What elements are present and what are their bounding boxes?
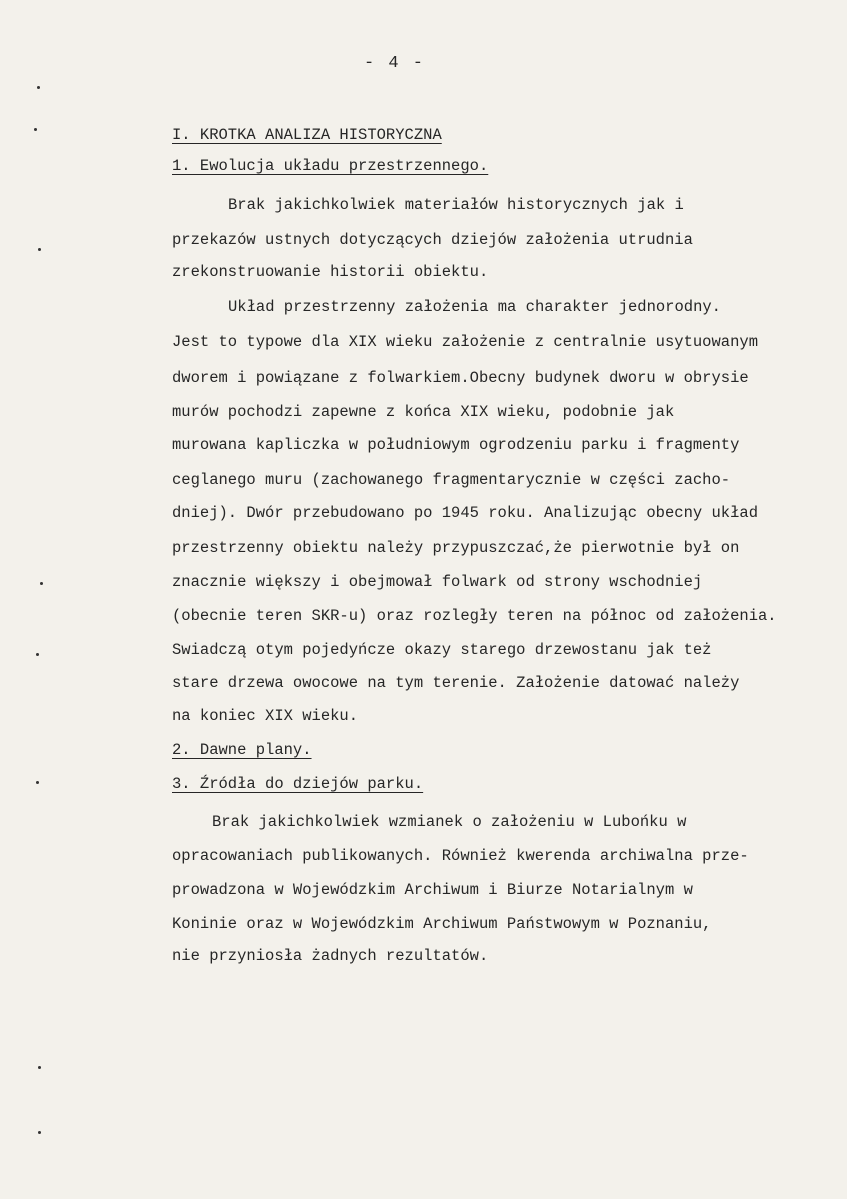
paragraph-1-line: Brak jakichkolwiek materiałów historycznych jak i — [228, 196, 684, 214]
paragraph-2-line: stare drzewa owocowe na tym terenie. Założenie datować należy — [172, 674, 740, 692]
paragraph-2-line: dworem i powiązane z folwarkiem.Obecny budynek dworu w obrysie — [172, 369, 749, 387]
paragraph-3-line: nie przyniosła żadnych rezultatów. — [172, 947, 489, 965]
scan-speck — [34, 128, 37, 131]
subsection-heading-1: 1. Ewolucja układu przestrzennego. — [172, 157, 489, 175]
paragraph-2-line: dniej). Dwór przebudowano po 1945 roku. Analizując obecny układ — [172, 504, 758, 522]
paragraph-3-line: prowadzona w Wojewódzkim Archiwum i Biurze Notarialnym w — [172, 881, 693, 899]
scan-speck — [38, 1131, 41, 1134]
paragraph-3-line: Brak jakichkolwiek wzmianek o założeniu w Lubońku w — [212, 813, 687, 831]
paragraph-2-line: (obecnie teren SKR-u) oraz rozległy teren na północ od założenia. — [172, 607, 777, 625]
scan-speck — [36, 781, 39, 784]
subsection-heading-3: 3. Źródła do dziejów parku. — [172, 775, 424, 793]
paragraph-2-line: ceglanego muru (zachowanego fragmentarycznie w części zacho- — [172, 471, 731, 489]
scan-speck — [37, 86, 40, 89]
scan-speck — [38, 248, 41, 251]
section-heading: I. KROTKA ANALIZA HISTORYCZNA — [172, 126, 442, 144]
paragraph-2-line: znacznie większy i obejmował folwark od strony wschodniej — [172, 573, 703, 591]
paragraph-2-line: na koniec XIX wieku. — [172, 707, 359, 725]
paragraph-3-line: opracowaniach publikowanych. Również kwerenda archiwalna prze- — [172, 847, 749, 865]
paragraph-2-line: murów pochodzi zapewne z końca XIX wieku, podobnie jak — [172, 403, 675, 421]
paragraph-2-line: Swiadczą otym pojedyńcze okazy starego drzewostanu jak też — [172, 641, 712, 659]
paragraph-2-line: przestrzenny obiektu należy przypuszczać,że pierwotnie był on — [172, 539, 740, 557]
subsection-heading-2: 2. Dawne plany. — [172, 741, 312, 759]
paragraph-2-line: Układ przestrzenny założenia ma charakter jednorodny. — [228, 298, 721, 316]
paragraph-1-line: przekazów ustnych dotyczących dziejów założenia utrudnia — [172, 231, 693, 249]
paragraph-1-line: zrekonstruowanie historii obiektu. — [172, 263, 489, 281]
scan-speck — [36, 653, 39, 656]
scan-speck — [40, 582, 43, 585]
paragraph-2-line: Jest to typowe dla XIX wieku założenie z centralnie usytuowanym — [172, 333, 758, 351]
page-number: - 4 - — [364, 54, 426, 73]
paragraph-3-line: Koninie oraz w Wojewódzkim Archiwum Państwowym w Poznaniu, — [172, 915, 712, 933]
scan-speck — [38, 1066, 41, 1069]
paragraph-2-line: murowana kapliczka w południowym ogrodzeniu parku i fragmenty — [172, 436, 740, 454]
